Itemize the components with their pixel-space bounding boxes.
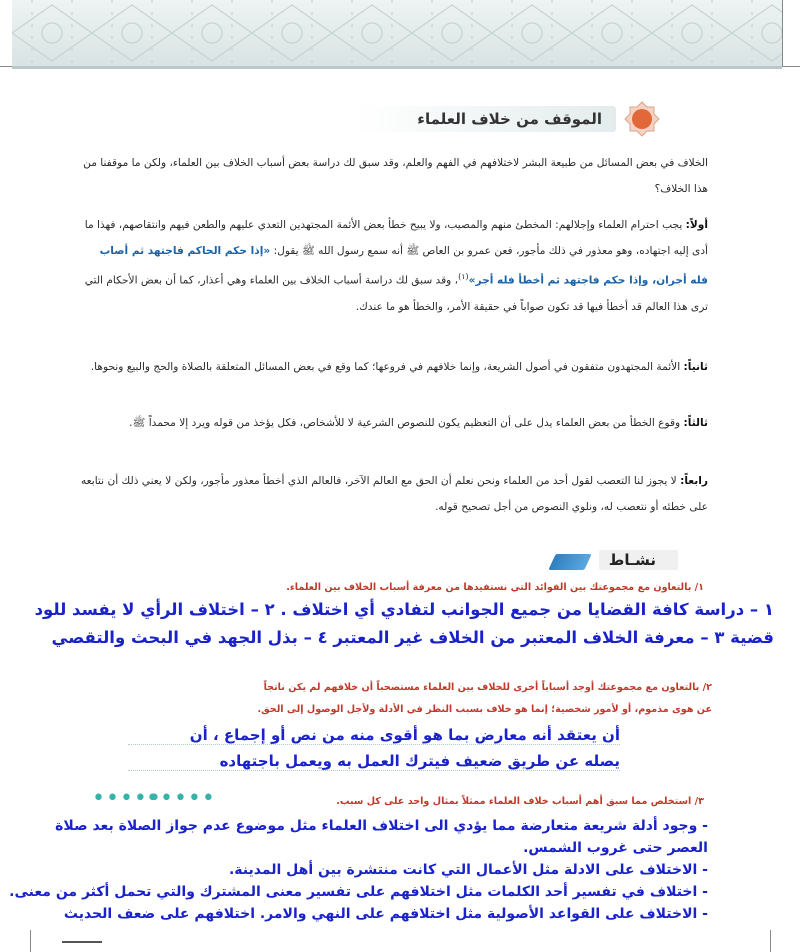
footnote-marker: (١) [458, 272, 469, 281]
decorative-dots: ••••• [92, 786, 162, 811]
answer-1-line-2: قضية ٣ – معرفة الخلاف المعتبر من الخلاف غير المعتبر ٤ – بذل الجهد في البحث والتقصي [51, 628, 774, 647]
geometric-pattern [12, 0, 782, 66]
crop-mark [782, 66, 800, 67]
answer-3-line: - اختلاف في تفسير أحد الكلمات مثل اختلافهم على تفسير معنى المشترك والتي تحمل أكثر من معنى. [9, 884, 708, 900]
question-1: ١/ بالتعاون مع مجموعتك بين الفوائد التي نستفيدها من معرفة أسباب الخلاف بين العلماء. [286, 582, 704, 593]
answer-line [128, 744, 620, 745]
point-third [80, 410, 708, 436]
point-text: الأئمة المجتهدون متفقون في أصول الشريعة، وإنما خلافهم في فروعها؛ كما وقع في بعض المسائل المتعلقة بالصلاة والحج والبيع ونحوها. [90, 361, 684, 373]
point-lead: أولاً: [685, 219, 708, 231]
question-2-line-1: ٢/ بالتعاون مع مجموعتك أوجد أسباباً أخرى للخلاف بين العلماء مستصحباً أن خلافهم لم يكن ناتجاً [263, 682, 712, 693]
answer-3-line: العصر حتى غروب الشمس. [523, 840, 708, 856]
hadith-quote: «إذا حكم الحاكم فاجتهد ثم أصاب فله أجران، وإذا حكم فاجتهد ثم أخطأ فله أجر» [99, 245, 708, 287]
question-3: ٣/ استخلص مما سبق أهم أسباب خلاف العلماء ممثلاً بمثال واحد على كل سبب. [336, 796, 704, 807]
answer-3-line: - الاختلاف على القواعد الأصولية مثل اختلافهم على النهي والامر. اختلافهم على ضعف الحديث [63, 906, 708, 922]
crop-mark [770, 930, 771, 952]
point-text: يجب احترام العلماء وإجلالهم: المخطئ منهم والمصيب، ولا يبيح خطأ بعض الأئمة المجتهدين التعدي عليهم والطعن فيهم وانتقاصهم، فهذا ما أدى إليه اجتهاده، وهو معذور في ذلك مأجور، فعن عمرو بن العاص ﷺ أنه سمع رسول الله ﷺ يقول: [84, 219, 708, 257]
answer-2-line-2: يصله عن طريق ضعيف فيترك العمل به ويعمل باجتهاده [219, 752, 620, 770]
crop-mark [0, 66, 12, 67]
crop-mark [30, 930, 31, 952]
crop-mark [782, 0, 783, 66]
answer-2-line-1: أن يعتقد أنه معارض بما هو أقوى منه من نص أو إجماع ، أن [189, 726, 620, 744]
point-fourth [80, 468, 708, 520]
activity-header [552, 548, 682, 574]
header-banner [12, 0, 782, 69]
octagon-star-icon [624, 101, 660, 137]
point-lead: ثانياً: [683, 361, 708, 373]
activity-label: نشـاط [599, 550, 678, 570]
point-second [80, 354, 708, 380]
point-first [80, 212, 708, 320]
activity-tab-icon [548, 554, 591, 570]
section-heading [357, 104, 660, 134]
answer-line [128, 770, 620, 771]
answer-1-line-1: ١ – دراسة كافة القضايا من جميع الجوانب لتفادي أي اختلاف . ٢ – اختلاف الرأي لا يفسد للود [34, 600, 774, 619]
point-text: لا يجوز لنا التعصب لقول أحد من العلماء ونحن نعلم أن الحق مع العالم الآخر، فالعالم الذي أخطأ معذور مأجور، ولكن لا يعني ذلك أن نتابعه على خطئه أو نتعصب له، ونلوي النصوص من أجل تصحيح قوله. [80, 475, 708, 513]
answer-3-line: - الاختلاف على الادلة مثل الأعمال التي كانت منتشرة بين أهل المدينة. [228, 862, 708, 878]
answer-3-line: - وجود أدلة شريعة متعارضة مما يؤدي الى اختلاف العلماء مثل موضوع عدم جواز الصلاة بعد صلاة [55, 818, 708, 834]
section-title: الموقف من خلاف العلماء [357, 106, 616, 132]
point-lead: ثالثاً: [683, 417, 708, 429]
decorative-dots: ••••• [146, 786, 216, 811]
footer-rule [62, 941, 102, 943]
question-2-line-2: عن هوى مذموم، أو لأمور شخصية؛ إنما هو خلاف بسبب النظر في الأدلة ولأجل الوصول إلى الحق. [257, 704, 712, 715]
intro-paragraph: الخلاف في بعض المسائل من طبيعة البشر لاختلافهم في الفهم والعلم، وقد سبق لك دراسة بعض أسباب الخلاف بين العلماء، ولكن ما موقفنا من هذا الخلاف؟ [83, 157, 708, 195]
point-text: ، وقد سبق لك دراسة أسباب الخلاف بين العلماء وهي أعذار، كما أن بعض الأحكام التي ترى هذا العالم قد أخطأ فيها قد تكون صواباً في حقيقة الأمر، والخطأ هو ما عندك. [84, 274, 708, 313]
point-text: وقوع الخطأ من بعض العلماء يدل على أن التعظيم يكون للنصوص الشرعية لا للأشخاص، فكل يؤخذ من قوله ويرد إلا محمداً ﷺ. [129, 417, 684, 429]
point-lead: رابعاً: [680, 475, 708, 487]
